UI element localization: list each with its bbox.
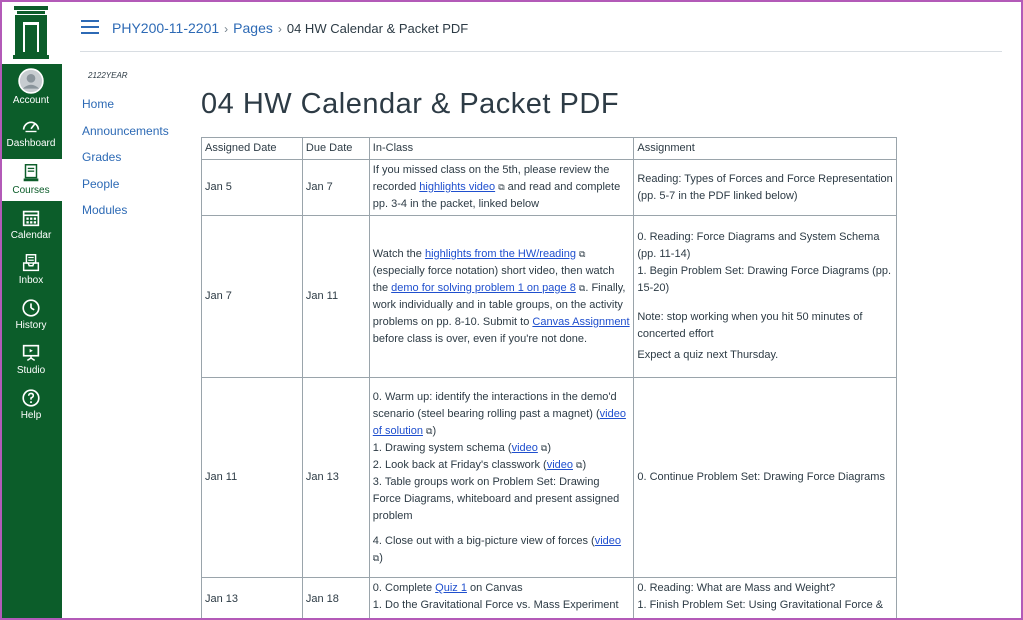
text: ) <box>432 424 437 437</box>
video-of-solution-link[interactable]: video of solution <box>372 407 626 437</box>
in-class-line <box>373 580 631 597</box>
assignment-note: Note: stop working when you hit 50 minutes of concerted effort <box>637 311 863 340</box>
demo-problem-link[interactable]: demo for solving problem 1 on page 8 <box>391 281 576 294</box>
text: and read and complete pp. 3-4 in the packet, linked below <box>372 181 621 210</box>
courses-icon <box>19 162 43 184</box>
gnav-studio-label: Studio <box>16 365 46 376</box>
assignment-cell: 0. Continue Problem Set: Drawing Force Diagrams <box>634 378 897 578</box>
in-class-line <box>373 457 631 474</box>
text: ) <box>582 458 587 471</box>
gnav-dashboard[interactable] <box>0 115 62 155</box>
course-nav-people[interactable]: People <box>82 176 120 191</box>
gnav-courses-label: Courses <box>12 185 50 196</box>
assignment-line: 0. Reading: What are Mass and Weight? <box>637 582 836 594</box>
text: Watch the <box>372 247 425 260</box>
gnav-studio[interactable] <box>0 342 62 382</box>
assignment-cell <box>634 578 897 620</box>
in-class-line <box>373 389 631 440</box>
column-header: Due Date <box>302 138 369 160</box>
video-link[interactable]: video <box>594 534 622 547</box>
assigned-date-cell: Jan 13 <box>202 578 303 620</box>
header-divider <box>80 51 1002 52</box>
in-class-cell <box>369 160 634 216</box>
text: ) <box>547 441 552 454</box>
in-class-line: 3. Table groups work on Problem Set: Drawing Force Diagrams, whiteboard and present assigned problem <box>372 475 620 522</box>
gnav-courses[interactable] <box>0 159 62 201</box>
in-class-cell <box>369 578 634 620</box>
account-icon <box>18 68 44 94</box>
assignment-line: 1. Begin Problem Set: Drawing Force Diagrams (pp. 15-20) <box>637 265 892 294</box>
external-link-icon: ⧉ <box>498 182 505 192</box>
in-class-cell <box>369 378 634 578</box>
video-link[interactable]: video <box>546 458 573 471</box>
gnav-history[interactable] <box>0 297 62 337</box>
help-icon <box>19 387 43 409</box>
gnav-account-label: Account <box>12 95 50 106</box>
text: 0. Warm up: identify the interactions in the demo'd scenario (steel bearing rolling past a magnet) ( <box>372 390 617 420</box>
table-row <box>202 160 897 216</box>
breadcrumb-pages[interactable]: Pages <box>233 20 273 36</box>
text: 0. Complete <box>372 582 436 594</box>
assigned-date-cell: Jan 5 <box>202 160 303 216</box>
assigned-date-cell: Jan 11 <box>202 378 303 578</box>
gnav-calendar[interactable] <box>0 207 62 247</box>
due-date-cell: Jan 18 <box>302 578 369 620</box>
course-nav-home[interactable]: Home <box>82 97 115 111</box>
page-title: 04 HW Calendar & Packet PDF <box>201 88 620 120</box>
video-link[interactable]: video <box>511 441 538 454</box>
breadcrumb-current: 04 HW Calendar & Packet PDF <box>286 21 469 36</box>
hamburger-menu-icon[interactable] <box>80 18 100 36</box>
column-header: In-Class <box>369 138 634 160</box>
studio-icon <box>19 342 43 364</box>
breadcrumb-separator: › <box>224 22 229 36</box>
gnav-help-label: Help <box>20 410 42 421</box>
assigned-date-cell: Jan 7 <box>202 216 303 378</box>
breadcrumb <box>112 18 468 39</box>
due-date-cell: Jan 7 <box>302 160 369 216</box>
assignment-cell: Reading: Types of Forces and Force Representation (pp. 5-7 in the PDF linked below) <box>634 160 897 216</box>
gnav-dashboard-label: Dashboard <box>6 138 56 149</box>
due-date-cell: Jan 13 <box>302 378 369 578</box>
breadcrumb-separator: › <box>277 22 282 36</box>
column-header: Assigned Date <box>202 138 303 160</box>
calendar-icon <box>19 207 43 229</box>
inbox-icon <box>19 252 43 274</box>
text: (especially force notation) short video, then watch the <box>372 264 615 294</box>
term-label: 2122YEAR <box>88 71 128 80</box>
course-nav-modules[interactable]: Modules <box>82 203 128 217</box>
text: 2. Look back at Friday's classwork ( <box>372 458 547 471</box>
table-header-row <box>202 138 897 160</box>
table-row <box>202 216 897 378</box>
text: 4. Close out with a big-picture view of forces ( <box>372 534 595 547</box>
clock-icon <box>19 297 43 319</box>
highlights-video-link[interactable]: highlights video <box>419 181 496 193</box>
assignment-cell <box>634 216 897 378</box>
quiz-1-link[interactable]: Quiz 1 <box>435 582 467 594</box>
text: on Canvas <box>466 582 523 594</box>
assignment-line: 0. Reading: Force Diagrams and System Schema (pp. 11-14) <box>637 231 880 260</box>
gnav-history-label: History <box>15 320 47 331</box>
course-nav <box>82 97 169 230</box>
column-header: Assignment <box>634 138 897 160</box>
text: If you missed class on the 5th, please review the recorded <box>372 164 610 193</box>
external-link-icon: ⧉ <box>576 459 583 470</box>
gnav-calendar-label: Calendar <box>10 230 52 241</box>
dashboard-icon <box>19 115 43 137</box>
gnav-account[interactable] <box>0 68 62 110</box>
course-nav-announcements[interactable]: Announcements <box>82 123 169 138</box>
building-logo-icon <box>0 0 62 64</box>
due-date-cell: Jan 11 <box>302 216 369 378</box>
in-class-cell <box>369 216 634 378</box>
table-row <box>202 378 897 578</box>
external-link-icon: ⧉ <box>372 552 380 563</box>
course-nav-grades[interactable]: Grades <box>82 150 122 164</box>
breadcrumb-course[interactable]: PHY200-11-2201 <box>112 20 220 36</box>
text: . Finally, work individually and in table groups, on the activity problems on pp. 8-10. Submit to <box>372 281 626 328</box>
in-class-line: 1. Do the Gravitational Force vs. Mass Experiment <box>372 599 619 611</box>
in-class-line <box>373 440 631 457</box>
text: ) <box>379 551 383 564</box>
hw-calendar-table <box>201 137 897 620</box>
in-class-line <box>373 533 631 567</box>
external-link-icon: ⧉ <box>579 248 586 259</box>
assignment-quiz-note: Expect a quiz next Thursday. <box>637 349 779 361</box>
canvas-assignment-link[interactable]: Canvas Assignment <box>532 315 630 328</box>
global-nav <box>0 0 62 620</box>
text: 1. Drawing system schema ( <box>372 441 512 454</box>
external-link-icon: ⧉ <box>540 442 548 453</box>
external-link-icon: ⧉ <box>426 425 433 436</box>
text: before class is over, even if you're not done. <box>372 332 588 345</box>
gnav-inbox-label: Inbox <box>18 275 44 286</box>
gnav-inbox[interactable] <box>0 252 62 292</box>
highlights-reading-link[interactable]: highlights from the HW/reading <box>424 247 576 260</box>
external-link-icon: ⧉ <box>578 282 586 293</box>
school-logo[interactable] <box>0 0 62 64</box>
assignment-line: 1. Finish Problem Set: Using Gravitational Force & <box>637 599 884 611</box>
table-row <box>202 578 897 620</box>
gnav-help[interactable] <box>0 387 62 427</box>
